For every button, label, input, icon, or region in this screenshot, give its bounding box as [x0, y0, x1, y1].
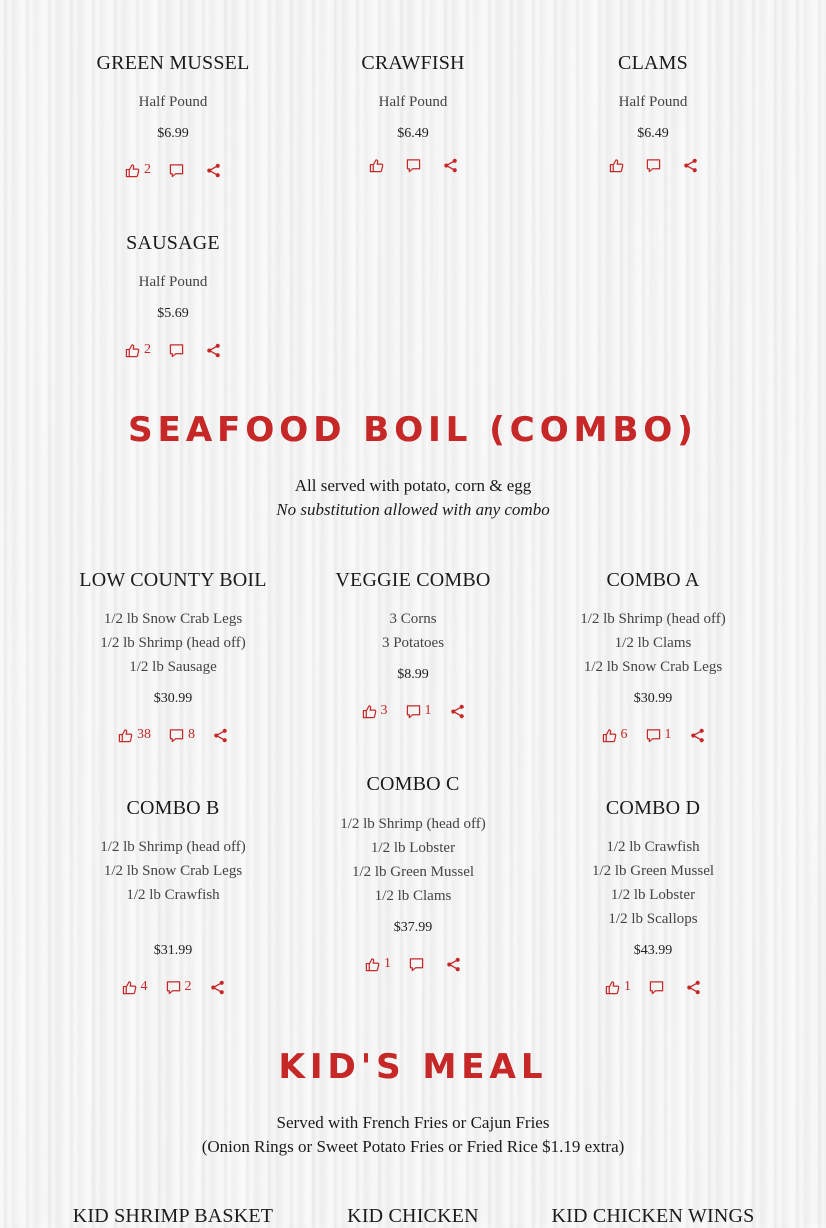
share-icon	[213, 728, 228, 743]
item-title: COMBO B	[126, 797, 220, 819]
comment-icon	[409, 957, 424, 972]
like-count: 1	[384, 956, 391, 971]
item-actions	[293, 155, 533, 175]
share-button[interactable]	[450, 704, 465, 719]
item-actions	[53, 340, 293, 360]
like-count: 4	[140, 979, 148, 994]
item-desc-line: 1/2 lb Snow Crab Legs	[583, 659, 723, 675]
item-description	[293, 607, 533, 655]
item-description	[53, 90, 293, 114]
item-title: CRAWFISH	[361, 52, 465, 74]
item-actions	[53, 160, 293, 180]
share-button[interactable]	[683, 158, 698, 173]
thumbs-up-icon	[118, 728, 133, 743]
item-desc-line: 1/2 lb Shrimp (head off)	[340, 816, 486, 832]
share-button[interactable]	[690, 728, 705, 743]
item-desc-line: 1/2 lb Snow Crab Legs	[103, 611, 243, 627]
comment-button[interactable]	[169, 727, 195, 743]
like-button[interactable]	[605, 979, 631, 995]
item-actions	[533, 977, 773, 997]
item-actions	[53, 977, 293, 997]
share-icon	[446, 957, 461, 972]
item-desc-line: 1/2 lb Green Mussel	[351, 864, 475, 880]
like-button[interactable]	[125, 162, 151, 178]
item-desc-line: 3 Corns	[389, 611, 437, 627]
share-button[interactable]	[206, 163, 221, 178]
item-actions	[533, 725, 773, 745]
item-desc-line: 1/2 lb Clams	[614, 635, 692, 651]
item-desc-line: 1/2 lb Sausage	[129, 659, 217, 675]
item-price: $30.99	[153, 691, 193, 706]
share-icon	[443, 158, 458, 173]
item-price: $5.69	[157, 306, 189, 321]
comment-button[interactable]	[166, 979, 192, 995]
menu-item-combo-d	[533, 796, 773, 997]
share-icon	[450, 704, 465, 719]
like-button[interactable]	[602, 727, 628, 743]
share-icon	[206, 163, 221, 178]
menu-item-clams	[533, 51, 773, 175]
item-desc-line: Half Pound	[138, 94, 208, 110]
item-title: KID CHICKEN WINGS	[551, 1205, 755, 1227]
item-actions	[53, 725, 293, 745]
share-button[interactable]	[210, 980, 225, 995]
like-count: 2	[144, 162, 151, 177]
comment-button[interactable]	[169, 343, 188, 358]
item-title: CLAMS	[618, 52, 688, 74]
item-price: $30.99	[633, 691, 673, 706]
like-button[interactable]	[362, 703, 388, 719]
comment-button[interactable]	[406, 158, 425, 173]
like-button[interactable]	[122, 979, 148, 995]
item-desc-line: Half Pound	[138, 274, 208, 290]
share-icon	[690, 728, 705, 743]
section-note: Served with French Fries or Cajun Fries	[276, 1113, 550, 1132]
like-count: 2	[144, 342, 151, 357]
item-title: COMBO A	[606, 569, 700, 591]
comment-button[interactable]	[409, 957, 428, 972]
item-price: $31.99	[153, 943, 193, 958]
comment-icon	[649, 980, 664, 995]
comment-icon	[166, 980, 181, 995]
thumbs-up-icon	[125, 163, 140, 178]
thumbs-up-icon	[125, 343, 140, 358]
share-icon	[210, 980, 225, 995]
item-description	[533, 90, 773, 114]
comment-icon	[169, 728, 184, 743]
section-note-italic: No substitution allowed with any combo	[276, 500, 550, 519]
item-description	[53, 607, 293, 679]
like-button[interactable]	[365, 956, 391, 972]
item-desc-line: Half Pound	[618, 94, 688, 110]
comment-button[interactable]	[646, 727, 672, 743]
menu-item-combo-c	[293, 772, 533, 974]
item-desc-line: 1/2 lb Crawfish	[606, 839, 700, 855]
menu-item-combo-b	[53, 796, 293, 997]
comment-count: 1	[424, 703, 432, 718]
thumbs-up-icon	[605, 980, 620, 995]
section-title-kids-meal: KID'S MEAL	[278, 1047, 548, 1087]
item-desc-line: 1/2 lb Clams	[374, 888, 452, 904]
like-button[interactable]	[118, 727, 151, 743]
item-title: COMBO C	[366, 773, 460, 795]
item-price: $8.99	[397, 667, 429, 682]
item-desc-line: 1/2 lb Shrimp (head off)	[580, 611, 726, 627]
section-note: All served with potato, corn & egg	[294, 476, 532, 495]
thumbs-up-icon	[602, 728, 617, 743]
share-button[interactable]	[443, 158, 458, 173]
item-description	[533, 835, 773, 931]
share-button[interactable]	[213, 728, 228, 743]
menu-item-veggie-combo	[293, 568, 533, 721]
share-button[interactable]	[206, 343, 221, 358]
item-description	[53, 835, 293, 931]
item-title: LOW COUNTY BOIL	[79, 569, 267, 591]
comment-button[interactable]	[406, 703, 432, 719]
comment-count: 1	[664, 727, 672, 742]
item-desc-line: Half Pound	[378, 94, 448, 110]
item-description	[293, 90, 533, 114]
like-count: 38	[137, 727, 151, 742]
item-title: COMBO D	[605, 797, 701, 819]
item-description	[293, 812, 533, 908]
comment-count: 2	[184, 979, 192, 994]
like-button[interactable]	[125, 342, 151, 358]
share-button[interactable]	[446, 957, 461, 972]
comment-icon	[646, 158, 661, 173]
menu-item-sausage	[53, 231, 293, 360]
comment-button[interactable]	[169, 163, 188, 178]
item-description	[53, 270, 293, 294]
menu-item-kid-chicken-wings	[533, 1204, 773, 1228]
thumbs-up-icon	[122, 980, 137, 995]
thumbs-up-icon	[365, 957, 380, 972]
like-button[interactable]	[609, 158, 628, 173]
thumbs-up-icon	[362, 704, 377, 719]
thumbs-up-icon	[609, 158, 624, 173]
item-desc-line: 1/2 lb Scallops	[608, 911, 698, 927]
item-desc-line: 1/2 lb Shrimp (head off)	[100, 839, 246, 855]
item-actions	[293, 701, 533, 721]
item-desc-line: 1/2 lb Shrimp (head off)	[100, 635, 246, 651]
item-title: KID CHICKEN	[347, 1205, 479, 1227]
thumbs-up-icon	[369, 158, 384, 173]
item-title: GREEN MUSSEL	[96, 52, 250, 74]
item-title: SAUSAGE	[126, 232, 220, 254]
like-count: 3	[380, 703, 388, 718]
comment-button[interactable]	[649, 980, 668, 995]
item-desc-line: 1/2 lb Lobster	[610, 887, 696, 903]
item-desc-line: 1/2 lb Lobster	[370, 840, 456, 856]
menu-item-kid-chicken	[293, 1204, 533, 1228]
section-title-seafood-boil: SEAFOOD BOIL (COMBO)	[128, 410, 698, 450]
menu-item-crawfish	[293, 51, 533, 175]
item-desc-line: 1/2 lb Snow Crab Legs	[103, 863, 243, 879]
share-icon	[683, 158, 698, 173]
item-title: KID SHRIMP BASKET	[72, 1205, 274, 1227]
item-title: VEGGIE COMBO	[335, 569, 491, 591]
comment-icon	[406, 704, 421, 719]
like-count: 6	[620, 727, 628, 742]
menu-item-green-mussel	[53, 51, 293, 180]
item-price: $6.49	[397, 126, 429, 141]
comment-icon	[169, 163, 184, 178]
comment-count: 8	[188, 727, 195, 742]
like-count: 1	[624, 979, 631, 994]
comment-icon	[406, 158, 421, 173]
menu-item-combo-a	[533, 568, 773, 745]
item-price: $43.99	[633, 943, 673, 958]
like-button[interactable]	[369, 158, 388, 173]
item-price: $6.49	[637, 126, 669, 141]
item-price: $37.99	[393, 920, 433, 935]
share-icon	[686, 980, 701, 995]
item-description	[533, 607, 773, 679]
item-actions	[533, 155, 773, 175]
item-price: $6.99	[157, 126, 189, 141]
share-button[interactable]	[686, 980, 701, 995]
item-desc-line: 3 Potatoes	[381, 635, 445, 651]
item-desc-line: 1/2 lb Green Mussel	[591, 863, 715, 879]
comment-button[interactable]	[646, 158, 665, 173]
comment-icon	[646, 728, 661, 743]
menu-item-low-county-boil	[53, 568, 293, 745]
share-icon	[206, 343, 221, 358]
comment-icon	[169, 343, 184, 358]
section-note: (Onion Rings or Sweet Potato Fries or Fried Rice $1.19 extra)	[201, 1137, 625, 1156]
item-actions	[293, 954, 533, 974]
menu-item-kid-shrimp-basket	[53, 1204, 293, 1228]
item-desc-line: 1/2 lb Crawfish	[126, 887, 220, 903]
